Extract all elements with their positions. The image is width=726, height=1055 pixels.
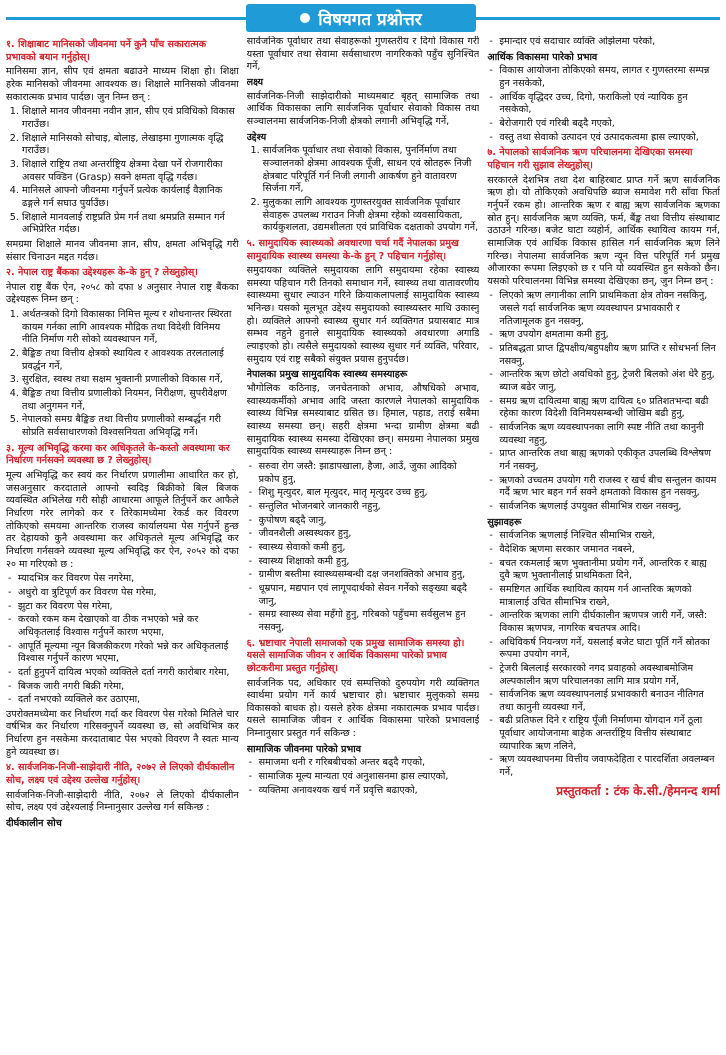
list-item: - जीवनशैली अस्वस्थकर हुनु, <box>259 528 480 541</box>
list-item: - धूम्रपान, मद्यपान एवं लागूपदार्थको सेवन गर्नेको सङ्ख्या बढ्दै जानु, <box>259 583 480 608</box>
column-1 <box>6 36 239 1041</box>
list-item: - प्रतिबद्धता प्राप्त द्विपक्षीय/बहुपक्षीय ऋण प्राप्ति र सोधभर्ना लिन नसक्नु, <box>499 343 720 368</box>
list-item: 5. शिक्षाले मानवलाई राष्ट्रप्रति प्रेम गर्न तथा श्रमप्रति सम्मान गर्न अभिप्रेरित गर्दछ। <box>22 212 239 237</box>
list-item: 2. मुलुकका लागि आवश्यक गुणस्तरयुक्त सार्वजनिक पूर्वाधार सेवाहरू उपलब्ध गराउन निजी क्षेत्रमा रहेको व्यवसायिकता, कार्यकुशलता, उद्यमशीलता एवं प्राविधिक दक्षताको उपयोग गर्ने, <box>263 197 480 235</box>
list-item: 1. शिक्षाले मानव जीवनमा नवीन ज्ञान, सीप एवं प्रविधिको विकास गराउँछ। <box>22 106 239 131</box>
answer-paragraph: सरकारले देशभित्र तथा देश बाहिरबाट प्राप्त गर्ने ऋण सार्वजनिक ऋण हो। यो तोकिएको अवधिपछि ब्याज समावेश गरी साँवा फिर्ता गर्नुपर्ने रकम हो। आन्तरिक ऋण र बाह्य ऋण सार्वजनिक ऋणका स्रोत हुन्। सार्वजनिक ऋण व्यक्ति, फर्म, बैंङ्क तथा वित्तीय संस्थाबाट उठाउने गरिन्छ। बजेट घाटा व्यहोर्न, आर्थिक स्थायित्व कायम गर्न, सामाजिक एवं आर्थिक विकास हासिल गर्न सार्वजनिक ऋण लिने गरिन्छ। नेपालमा सार्वजनिक ऋण न्यून वित्त परिपूर्ति गर्न प्रमुख औजारका रूपमा लिइएको छ र पनि यो व्यवस्थित हुन सकेको छैन। यसको परिचालनमा विभिन्न समस्या देखिएका छन्, जुन निम्न छन् : <box>487 174 721 287</box>
subheading: सुझावहरू <box>487 516 522 528</box>
answer-paragraph: उपरोक्तमध्येमा कर निर्धारण गर्दा कर विवरण पेस गरेको मितिले चार वर्षभित्र कर निर्धारण गरिसक्नुपर्ने व्यवस्था छ, सो अवधिभित्र कर निर्धारण हुन नसकेमा करदाताबाट पेस भएको विवरण नै स्वतः मान्य हुने व्यवस्था छ। <box>6 708 239 758</box>
column-2 <box>247 36 480 1041</box>
question-1: १. शिक्षाबाट मानिसको जीवनमा पर्ने कुनै पाँच सकारात्मक प्रभावको बयान गर्नुहोस्। <box>6 39 207 63</box>
list-item: 4. बैङ्किङ तथा वित्तीय प्रणालीको नियमन, निरीक्षण, सुपरीवेक्षण तथा अनुगमन गर्ने, <box>22 388 239 413</box>
dash-list <box>247 461 480 635</box>
list-item: - कुपोषण बढ्दै जानु, <box>259 515 480 528</box>
numbered-list <box>6 106 239 237</box>
list-item: - अधिविकर्ष नियन्त्रण गर्ने, यसलाई बजेट घाटा पूर्ति गर्ने स्रोतका रूपमा उपयोग नगर्ने, <box>499 637 720 662</box>
answer-paragraph: समग्रमा शिक्षाले मानव जीवनमा ज्ञान, सीप, क्षमता अभिवृद्धि गरी संसार चिनाउन मद्दत गर्दछ। <box>6 238 239 263</box>
list-item: - लिएको ऋण लगानीका लागि प्राथमिकता क्षेत्र तोक्न नसकिनु, जसले गर्दा सार्वजनिक ऋण व्यवस्थापन प्रभावकारी र नतिजामूलक हुन नसक्नु, <box>499 290 720 328</box>
list-item: - आपूर्ति मूल्यमा न्यून बिजकीकरण गरेको भन्ने कर अधिकृतलाई विश्वास गर्नुपर्ने कारण भएमा, <box>18 641 239 666</box>
answer-paragraph: सार्वजनिक पद, अधिकार एवं सम्पत्तिको दुरुपयोग गरी व्यक्तिगत स्वार्थमा प्रयोग गर्ने कार्य भ्रष्टाचार हो। भ्रष्टाचार मुलुकको समग्र विकासको बाधक हो। यसले हरेक क्षेत्रमा नकारात्मक प्रभाव पार्दछ। यसले सामाजिक जीवन र आर्थिक विकासमा पारेको प्रभावलाई निम्नानुसार प्रस्तुत गर्न सकिन्छ : <box>246 677 480 740</box>
question-7: ७. नेपालको सार्वजनिक ऋण परिचालनमा देखिएका समस्या पहिचान गरी सुझाव लेख्नुहोस्। <box>487 147 693 171</box>
list-item: - ऋणको उच्चतम उपयोग गरी राजस्व र खर्च बीच सन्तुलन कायम गर्दै ऋण भार बहन गर्न सक्ने क्षमताको विकास हुन नसक्नु, <box>499 475 720 500</box>
subheading: आर्थिक विकासमा पारेको प्रभाव <box>487 51 598 63</box>
dash-list <box>6 573 239 707</box>
subheading: लक्ष्य <box>246 76 264 88</box>
list-item: - दर्ता नभएको व्यक्तिले कर उठाएमा, <box>18 694 239 707</box>
list-item: - सार्वजनिक ऋण व्यवस्थापनलाई प्रभावकारी बनाउन नीतिगत तथा कानुनी व्यवस्था गर्ने, <box>499 689 720 714</box>
section-header <box>6 4 720 32</box>
list-item: - म्यादभित्र कर विवरण पेस नगरेमा, <box>18 573 239 586</box>
list-item: 1. सार्वजनिक पूर्वाधार तथा सेवाको विकास, पुनर्निर्माण तथा सञ्चालनको क्षेत्रमा आवश्यक पूँजी, साधन एवं स्रोतहरू निजी क्षेत्रबाट परिपूर्ति गर्न निजी लगानी आकर्षण हुने वातावरण सिर्जना गर्ने, <box>263 145 480 196</box>
list-item: 1. अर्थतन्त्रको दिगो विकासका निमित्त मूल्य र शोधनान्तर स्थिरता कायम गर्नका लागि आवश्यक मौद्रिक तथा विदेशी विनिमय नीति निर्माण गरी सोको व्यवस्थापन गर्ने, <box>22 309 239 347</box>
question-3: ३. मूल्य अभिवृद्धि करमा कर अधिकृतले के-कस्तो अवस्थामा कर निर्धारण गर्नसक्ने व्यवस्था छ ? लेख्नुहोस्। <box>6 442 230 467</box>
list-item: - सार्वजनिक ऋण व्यवस्थापनका लागि स्पष्ट नीति तथा कानुनी व्यवस्था नहुनु, <box>499 422 720 447</box>
list-item: - आन्तरिक ऋणका लागि दीर्घकालीन ऋणपत्र जारी गर्ने, जस्तै: विकास ऋणपत्र, नागरिक बचतपत्र आदि। <box>499 610 720 635</box>
list-item: - बचत रकमलाई ऋण भुक्तानीमा प्रयोग गर्ने, आन्तरिक र बाह्य दुवै ऋण भुक्तानीलाई प्राथमिकता दिने, <box>499 558 720 583</box>
answer-paragraph: सार्वजनिक-निजी-साझेदारी नीति, २०७२ ले लिएको दीर्घकालीन सोच, लक्ष्य एवं उद्देश्यलाई निम्नानुसार उल्लेख गर्न सकिन्छ : <box>6 789 239 814</box>
list-item: - स्वास्थ्य शिक्षाको कमी हुनु, <box>259 556 480 569</box>
section-title: विषयगत प्रश्नोत्तर <box>318 9 422 30</box>
list-item: - ऋण उपयोग क्षमतामा कमी हुनु, <box>499 329 720 342</box>
list-item: - वस्तु तथा सेवाको उत्पादन एवं उत्पादकत्वमा ह्रास ल्याएको, <box>499 132 720 145</box>
author-credit: प्रस्तुतकर्ता : टंक के.सी./हेमनन्द शर्मा <box>556 783 721 798</box>
list-item: - शिशु मृत्युदर, बाल मृत्युदर, मातृ मृत्युदर उच्च हुनु, <box>259 487 480 500</box>
list-item: - बिजक जारी नगरी बिक्री गरेमा, <box>18 681 239 694</box>
list-item: - अधुरो वा त्रुटिपूर्ण कर विवरण पेस गरेमा, <box>18 587 239 600</box>
list-item: 3. शिक्षाले राष्ट्रिय तथा अन्तर्राष्ट्रिय क्षेत्रमा देखा पर्ने रोजगारीका अवसर पक्डिन (Grasp) सक्ने क्षमता वृद्धि गर्दछ। <box>22 159 239 184</box>
question-2: २. नेपाल राष्ट्र बैंकका उद्देश्यहरू के-के हुन् ? लेख्नुहोस्। <box>6 267 198 279</box>
dash-list <box>487 65 720 144</box>
question-5: ५. सामुदायिक स्वास्थ्यको अवधारणा चर्चा गर्दै नेपालका प्रमुख सामुदायिक स्वास्थ्य समस्या के-के हुन् ? पहिचान गर्नुहोस्। <box>246 237 459 262</box>
section-title-banner <box>246 4 476 32</box>
list-item: - वैदेशिक ऋणमा सरकार जमानत नबस्ने, <box>499 544 720 557</box>
answer-paragraph: समुदायका व्यक्तिले समुदायका लागि समुदायमा रहेका स्वास्थ्य समस्या पहिचान गरी तिनको समाधान गर्ने, स्वास्थ्य तथा वातावरणीय स्वास्थ्यमा सुधार ल्याउन गरिने क्रियाकलापलाई सामुदायिक स्वास्थ्य भनिन्छ। यसको मूलभूत उद्देश्य समुदायको स्वास्थ्यस्तर माथि उकास्नु हो। व्यक्तिले आफ्नो स्वास्थ्य सुधार गर्न व्यक्तिगत प्रयासबाट मात्र सम्भव नहुने हुनाले सामुदायिक स्वास्थ्यको अवधारणा अगाडि ल्याइएको हो। त्यसैले समुदायको स्वास्थ्य सुधार गर्न व्यक्ति, परिवार, समुदाय एवं राष्ट्र सबैको संयुक्त प्रयास हुनुपर्दछ। <box>246 265 480 365</box>
list-item: - दर्ता हुनुपर्ने दायित्व भएको व्यक्तिले दर्ता नगरी कारोबार गरेमा, <box>18 667 239 680</box>
list-item: - ग्रामीण बस्तीमा स्वास्थ्यसम्बन्धी दक्ष जनशक्तिको अभाव हुनु, <box>259 569 480 582</box>
list-item: - सार्वजनिक ऋणलाई निश्चित सीमाभित्र राख्ने, <box>499 530 720 543</box>
list-item: 3. सुरक्षित, स्वस्थ तथा सक्षम भुक्तानी प्रणालीको विकास गर्ने, <box>22 374 239 387</box>
list-item: - समग्र ऋण दायित्वमा बाह्य ऋण दायित्व ६० प्रतिशतभन्दा बढी रहेका कारण विदेशी विनिमयसम्बन्धी जोखिम बढी हुनु, <box>499 396 720 421</box>
list-item: - सन्तुलित भोजनबारे जानकारी नहुनु, <box>259 501 480 514</box>
list-item: - समग्र स्वास्थ्य सेवा महँगो हुनु, गरिबको पहुँचमा सर्वसुलभ हुन नसक्नु, <box>259 609 480 634</box>
list-item: - झुटा कर विवरण पेस गरेमा, <box>18 601 239 614</box>
list-item: - प्राप्त आन्तरिक तथा बाह्य ऋणको एकीकृत उपलब्धि विश्लेषण गर्न नसक्नु, <box>499 448 720 473</box>
list-item: - आर्थिक वृद्धिदर उच्च, दिगो, फराकिलो एवं न्यायिक हुन नसकेको, <box>499 92 720 117</box>
subheading: उद्देश्य <box>246 131 267 143</box>
answer-paragraph: सार्वजनिक-निजी साझेदारीको माध्यमबाट बृहत् सामाजिक तथा आर्थिक विकासका लागि सार्वजनिक पूर्वाधार सेवाको विकास तथा सञ्चालनमा सार्वजनिक-निजी क्षेत्रको लगानी अभिवृद्धि गर्ने, <box>246 90 480 127</box>
list-item: 4. मानिसले आफ्नो जीवनमा गर्नुपर्ने प्रत्येक कार्यलाई वैज्ञानिक ढङ्गले गर्न सघाउ पुर्याउँछ। <box>22 185 239 210</box>
list-item: - समाजमा धनी र गरिबबीचको अन्तर बढ्दै गएको, <box>259 757 480 770</box>
answer-paragraph: भौगोलिक कठिनाइ, जनचेतनाको अभाव, औषधिको अभाव, स्वास्थ्यकर्मीको अभाव आदि जस्ता कारणले नेपालको सामुदायिक स्वास्थ्य विभिन्न समस्याबाट ग्रसित छ। हिमाल, पहाड, तराई सबैमा स्वास्थ्य समस्या छन्। सहरी क्षेत्रमा भन्दा ग्रामीण क्षेत्रमा बढी सामुदायिक स्वास्थ्य समस्या देखिएका छन्। समग्रमा नेपालका प्रमुख सामुदायिक स्वास्थ्य समस्याहरू निम्न छन् : <box>246 383 480 458</box>
list-item: - सामाजिक मूल्य मान्यता एवं अनुशासनमा ह्रास ल्याएको, <box>259 771 480 784</box>
dash-list <box>487 530 720 779</box>
answer-paragraph: सार्वजनिक पूर्वाधार तथा सेवाहरूको गुणस्तरीय र दिगो विकास गरी यस्ता पूर्वाधार तथा सेवामा सर्वसाधारण नागरिकको पहुँच सुनिश्चित गर्ने, <box>246 36 480 73</box>
answer-paragraph: नेपाल राष्ट्र बैंक ऐन, २०५८ को दफा ४ अनुसार नेपाल राष्ट्र बैंकका उद्देश्यहरू निम्न छन् : <box>6 281 239 306</box>
list-item: - बढी प्रतिफल दिने र राष्ट्रिय पूँजी निर्माणमा योगदान गर्ने ठूला पूर्वाधार आयोजनामा बाहेक अन्तर्राष्ट्रिय वित्तीय संस्थाबाट व्यापारिक ऋण नलिने, <box>499 715 720 753</box>
numbered-list <box>247 145 480 235</box>
column-3 <box>487 36 720 1041</box>
list-item: - ऋण व्यवस्थापनमा वित्तीय जवाफदेहिता र पारदर्शिता अवलम्बन गर्ने, <box>499 754 720 779</box>
dash-list <box>487 290 720 513</box>
list-item: - बेरोजगारी एवं गरिबी बढ्दै गएको, <box>499 118 720 131</box>
list-item: - सार्वजनिक ऋणलाई उपयुक्त सीमाभित्र राख्न नसक्नु, <box>499 501 720 514</box>
subheading: नेपालका प्रमुख सामुदायिक स्वास्थ्य समस्याहरू <box>246 369 408 381</box>
list-item: - व्यक्तिमा अनावश्यक खर्च गर्ने प्रवृत्ति बढाएको, <box>259 785 480 798</box>
list-item: 2. शिक्षाले मानिसको सोचाइ, बोलाइ, लेखाइमा गुणात्मक वृद्धि गराउँछ। <box>22 133 239 158</box>
list-item: - ट्रेजरी बिललाई सरकारको नगद प्रवाहको अवस्थाबमोजिम अल्पकालीन ऋण परिचालनका लागि मात्र प्रयोग गर्ने, <box>499 663 720 688</box>
question-4: ४. सार्वजनिक-निजी-साझेदारी नीति, २०७२ ले लिएको दीर्घकालीन सोच, लक्ष्य एवं उद्देश्य उल्लेख गर्नुहोस्। <box>6 762 235 787</box>
list-item: - समष्टिगत आर्थिक स्थायित्व कायम गर्न आन्तरिक ऋणको मात्रालाई उचित सीमाभित्र राख्ने, <box>499 584 720 609</box>
list-item: 5. नेपालको समग्र बैङ्किङ तथा वित्तीय प्रणालीको सम्बर्द्धन गरी सोप्रति सर्वसाधारणको विश्वसनियता अभिवृद्धि गर्ने। <box>22 414 239 439</box>
list-item: - इमान्दार एवं सदाचार व्यक्ति ओझेलमा परेको, <box>499 36 720 49</box>
list-item: - आन्तरिक ऋण छोटो अवधिको हुनु, ट्रेजरी बिलको अंश धेरै हुनु, ब्याज बढेर जानु, <box>499 369 720 394</box>
question-6: ६. भ्रष्टाचार नेपाली समाजको एक प्रमुख सामाजिक समस्या हो। यसले सामाजिक जीवन र आर्थिक विकासमा पारेको प्रभाव छोटकरीमा प्रस्तुत गर्नुहोस्। <box>246 637 465 674</box>
dash-list <box>247 757 480 797</box>
answer-paragraph: मानिसमा ज्ञान, सीप एवं क्षमता बढाउने माध्यम शिक्षा हो। शिक्षा हरेक मानिसको जीवनमा आवश्यक छ। शिक्षाले मानिसको जीवनमा सकारात्मक प्रभाव पार्दछ। जुन निम्न छन् : <box>6 66 239 103</box>
answer-paragraph: मूल्य अभिवृद्धि कर स्वयं कर निर्धारण प्रणालीमा आधारित कर हो, जसअनुसार करदाताले आफ्नो स्वदिइ बिक्रीको बिल बिजक व्यवस्थित अभिलेख गरी सोही आधारमा आफूले तिर्नुपर्ने कर आफैले निर्धारण गरेर लागेको कर र तिरेकामध्येमा रेकर्ड कर विवरण तोकिएको समयमा आन्तरिक राजस्व कार्यालयमा पेस गर्नुपर्ने हुन्छ तर देहायको कुनै अवस्थामा कर अधिकृतले मूल्य अभिवृद्धि कर निर्धारण गर्नसक्ने व्यवस्था मूल्य अभिवृद्धि कर ऐन, २०५२ को दफा २० मा गरिएको छ : <box>6 470 239 570</box>
list-item: - सरुवा रोग जस्तै: झाडापखाला, हैजा, आउँ, जुका आदिको प्रकोप हुनु, <box>259 461 480 486</box>
numbered-list <box>6 309 239 440</box>
list-item: 2. बैङ्किङ तथा वित्तीय क्षेत्रको स्थायित्व र आवश्यक तरलतालाई प्रवर्द्धन गर्ने, <box>22 348 239 373</box>
subheading: दीर्घकालीन सोच <box>6 818 62 830</box>
list-item: - विकास आयोजना तोकिएको समय, लागत र गुणस्तरमा सम्पन्न हुन नसकेको, <box>499 65 720 90</box>
bullet-dot-icon <box>300 13 310 23</box>
list-item: - करको रकम कम देखाएको वा ठीक नभएको भन्ने कर अधिकृतलाई विश्वास गर्नुपर्ने कारण भएमा, <box>18 614 239 639</box>
subheading: सामाजिक जीवनमा पारेको प्रभाव <box>246 743 362 755</box>
dash-list <box>487 36 720 49</box>
list-item: - स्वास्थ्य सेवाको कमी हुनु, <box>259 542 480 555</box>
